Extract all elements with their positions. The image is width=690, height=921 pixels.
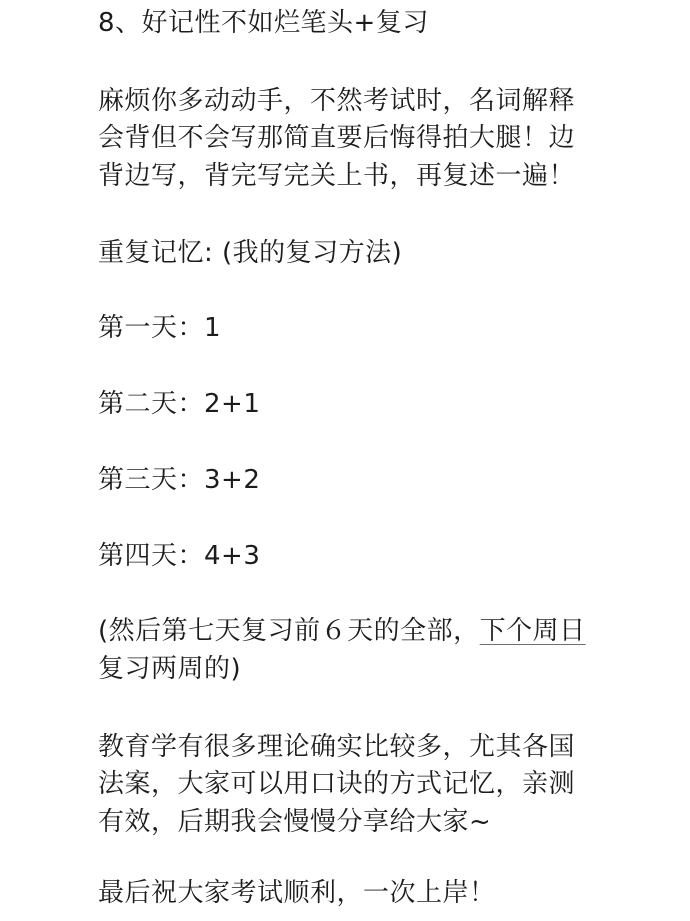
note-line <box>98 614 586 648</box>
day-item: 第四天：4+3 <box>98 541 261 571</box>
note-underlined-text: 下个周日 <box>479 616 586 646</box>
closing-line: 最后祝大家考试顺利，一次上岸！ <box>98 878 496 908</box>
paragraph-line: 麻烦你多动动手，不然考试时，名词解释 <box>98 86 576 116</box>
paragraph-line: 会背但不会写那简直要后悔得拍大腿！边 <box>98 123 576 153</box>
section-heading: 8、好记性不如烂笔头+复习 <box>98 8 429 38</box>
paragraph-line: 教育学有很多理论确实比较多，尤其各国 <box>98 732 576 762</box>
paragraph-line: 法案，大家可以用口诀的方式记忆，亲测 <box>98 769 576 799</box>
day-item: 第一天：1 <box>98 313 222 343</box>
note-line: 复习两周的) <box>98 654 242 684</box>
day-item: 第二天：2+1 <box>98 389 261 419</box>
note-text: (然后第七天复习前６天的全部， <box>98 616 480 646</box>
day-item: 第三天：3+2 <box>98 465 261 495</box>
method-title: 重复记忆: (我的复习方法) <box>98 238 403 268</box>
paragraph-line: 有效，后期我会慢慢分享给大家~ <box>98 807 492 837</box>
paragraph-line: 背边写，背完写完关上书，再复述一遍！ <box>98 161 576 191</box>
